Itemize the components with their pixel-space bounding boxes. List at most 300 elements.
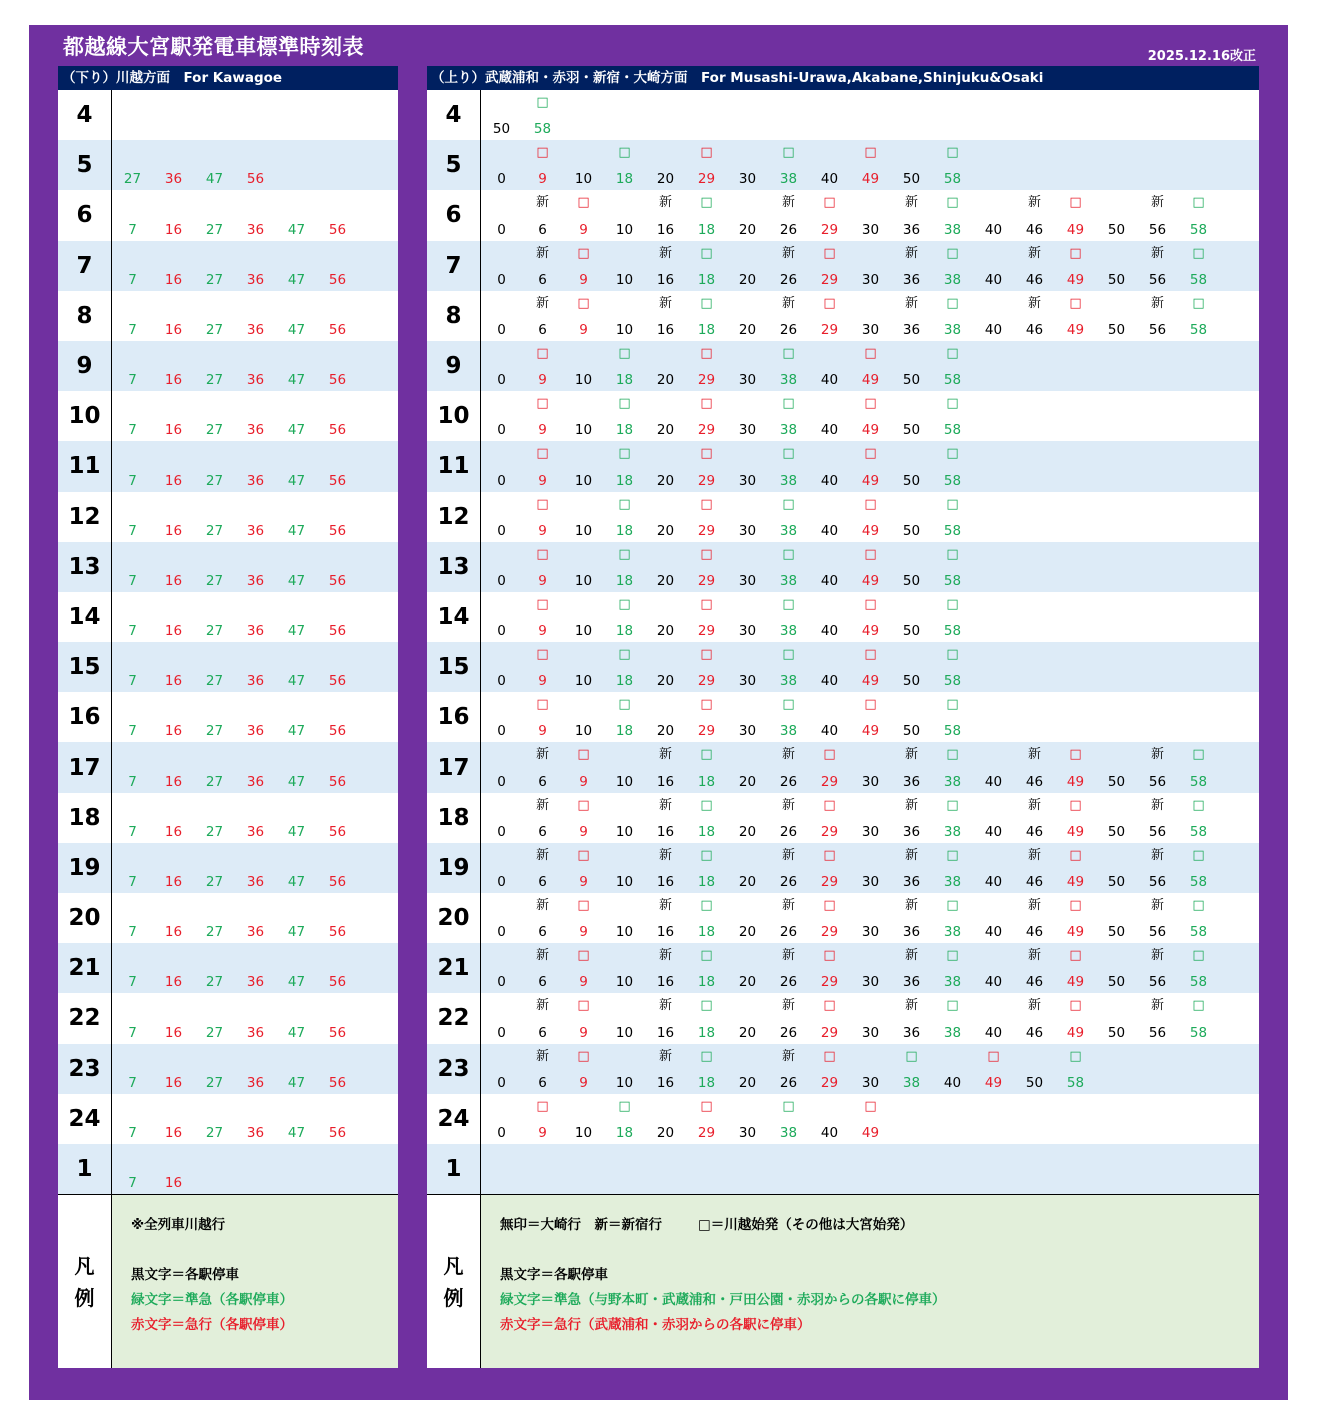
departure (112, 993, 153, 1043)
hour-row (427, 241, 1259, 291)
departures (481, 391, 1259, 441)
departure-minute: 29 (697, 522, 716, 539)
departure (317, 1094, 358, 1144)
kawagoe-origin-mark: □ (536, 647, 549, 663)
hour-row (58, 140, 398, 190)
kawagoe-origin-mark: □ (782, 647, 795, 663)
departure (1178, 742, 1219, 792)
departure-minute: 30 (738, 472, 757, 489)
departure-minute: 40 (820, 372, 839, 389)
departure (112, 190, 153, 240)
departure (645, 492, 686, 542)
departure-minute: 56 (328, 271, 347, 288)
departure (686, 843, 727, 893)
departure-minute: 0 (497, 422, 506, 439)
departure-minute: 7 (128, 1175, 137, 1192)
departure (153, 592, 194, 642)
departure (850, 1044, 891, 1094)
kawagoe-origin-mark: □ (536, 1098, 549, 1114)
departure (481, 391, 522, 441)
departure-minute: 47 (287, 823, 306, 840)
departure-minute: 18 (615, 372, 634, 389)
departure-minute: 38 (943, 221, 962, 238)
kawagoe-origin-mark: □ (946, 546, 959, 562)
departure-minute: 10 (574, 723, 593, 740)
departure-minute: 0 (497, 673, 506, 690)
departure (1137, 241, 1178, 291)
departure-minute: 47 (287, 572, 306, 589)
departure-minute: 10 (615, 974, 634, 991)
departure (276, 742, 317, 792)
departure (194, 592, 235, 642)
departure (112, 441, 153, 491)
kawagoe-origin-mark: □ (1192, 847, 1205, 863)
departure (522, 341, 563, 391)
departure-minute: 29 (697, 623, 716, 640)
departure (645, 241, 686, 291)
departure-minute: 40 (984, 823, 1003, 840)
kawagoe-origin-mark: □ (823, 747, 836, 763)
kawagoe-origin-mark: □ (577, 998, 590, 1014)
departure (850, 1094, 891, 1144)
departure (1014, 793, 1055, 843)
departure (604, 943, 645, 993)
departure-minute: 30 (738, 723, 757, 740)
shinjuku-mark: 新 (1150, 797, 1164, 813)
departure-minute: 16 (656, 773, 675, 790)
departure-minute: 9 (579, 823, 588, 840)
departure-minute: 56 (328, 974, 347, 991)
departure (932, 291, 973, 341)
departure (1014, 291, 1055, 341)
departure-minute: 0 (497, 271, 506, 288)
departure (850, 291, 891, 341)
kawagoe-origin-mark: □ (946, 496, 959, 512)
kawagoe-origin-mark: □ (946, 345, 959, 361)
departure (563, 492, 604, 542)
hour-label: 13 (427, 542, 481, 592)
departure (686, 642, 727, 692)
departure (727, 642, 768, 692)
shinjuku-mark: 新 (1027, 245, 1041, 261)
kawagoe-origin-mark: □ (782, 446, 795, 462)
departure-minute: 7 (128, 1024, 137, 1041)
departure-minute: 40 (984, 773, 1003, 790)
departure (809, 793, 850, 843)
departure (727, 893, 768, 943)
departure-minute: 36 (246, 1074, 265, 1091)
hour-row (58, 692, 398, 742)
hour-label: 19 (427, 843, 481, 893)
departure-minute: 38 (779, 522, 798, 539)
departure-minute: 46 (1025, 1024, 1044, 1041)
departure (276, 642, 317, 692)
departure-minute: 27 (205, 472, 224, 489)
departure (235, 592, 276, 642)
hour-label: 4 (58, 90, 112, 140)
departure-minute: 18 (615, 623, 634, 640)
departure-minute: 30 (861, 773, 880, 790)
shinjuku-mark: 新 (535, 898, 549, 913)
shinjuku-mark: 新 (1027, 898, 1041, 913)
departure-minute: 56 (1148, 1024, 1167, 1041)
departure (932, 893, 973, 943)
hour-row (427, 642, 1259, 692)
departure-minute: 6 (538, 924, 547, 941)
departure-minute: 27 (205, 1024, 224, 1041)
departure-minute: 38 (779, 723, 798, 740)
departure-minute: 40 (984, 924, 1003, 941)
departure-minute: 27 (205, 623, 224, 640)
departure (563, 441, 604, 491)
kawagoe-origin-mark: □ (823, 245, 836, 261)
kawagoe-origin-mark: □ (618, 345, 631, 361)
departure (112, 391, 153, 441)
hour-label: 16 (427, 692, 481, 742)
kawagoe-origin-mark: □ (864, 446, 877, 462)
departure (317, 642, 358, 692)
shinjuku-mark: 新 (1027, 948, 1041, 964)
departure-minute: 30 (861, 874, 880, 890)
departures (112, 1044, 398, 1094)
departure (686, 492, 727, 542)
departure-minute: 40 (820, 171, 839, 188)
departure (809, 893, 850, 943)
departure (563, 592, 604, 642)
departure-minute: 27 (205, 221, 224, 238)
departure (1178, 793, 1219, 843)
departure (604, 692, 645, 742)
departure-minute: 26 (779, 773, 798, 790)
departure-minute: 56 (1148, 321, 1167, 338)
departure-minute: 50 (902, 171, 921, 188)
departure (768, 592, 809, 642)
departure (727, 592, 768, 642)
departure-minute: 49 (1066, 974, 1085, 991)
departure-minute: 26 (779, 823, 798, 840)
departure-minute: 29 (820, 773, 839, 790)
departure (522, 391, 563, 441)
departure (768, 341, 809, 391)
departure (645, 943, 686, 993)
departure (891, 492, 932, 542)
kawagoe-origin-mark: □ (946, 697, 959, 713)
departure-minute: 0 (497, 372, 506, 389)
departure-minute: 27 (205, 271, 224, 288)
departure (932, 492, 973, 542)
departure-minute: 50 (1107, 823, 1126, 840)
departure-minute: 0 (497, 723, 506, 740)
departure-minute: 7 (128, 572, 137, 589)
departure-minute: 27 (205, 773, 224, 790)
departure-minute: 16 (656, 823, 675, 840)
departure-minute: 10 (574, 522, 593, 539)
departure-minute: 46 (1025, 773, 1044, 790)
departure-minute: 26 (779, 321, 798, 338)
departure-minute: 27 (205, 1124, 224, 1141)
departure-minute: 46 (1025, 823, 1044, 840)
departure-minute: 56 (1148, 924, 1167, 941)
departures (481, 1144, 1259, 1194)
departure-minute: 49 (861, 623, 880, 640)
kawagoe-origin-mark: □ (536, 446, 549, 462)
departure-minute: 30 (861, 974, 880, 991)
departure (891, 592, 932, 642)
departure (891, 943, 932, 993)
kawagoe-origin-mark: □ (700, 596, 713, 612)
departure-minute: 30 (738, 171, 757, 188)
departure (645, 843, 686, 893)
departure-minute: 18 (615, 522, 634, 539)
departure-minute: 40 (984, 874, 1003, 890)
departure (727, 391, 768, 441)
departure-minute: 49 (1066, 773, 1085, 790)
departure (481, 893, 522, 943)
departure-minute: 9 (579, 924, 588, 941)
departure (563, 793, 604, 843)
departure (809, 341, 850, 391)
kawagoe-origin-mark: □ (987, 1048, 1000, 1064)
departure-minute: 47 (287, 221, 306, 238)
departure-minute: 56 (328, 1024, 347, 1041)
departure (563, 642, 604, 692)
departure (973, 241, 1014, 291)
departure-minute: 36 (246, 723, 265, 740)
departure (522, 140, 563, 190)
departure-minute: 16 (164, 1024, 183, 1041)
departure-minute: 18 (615, 572, 634, 589)
hour-label: 12 (58, 492, 112, 542)
departure (645, 642, 686, 692)
departure (481, 993, 522, 1043)
departure-minute: 56 (328, 874, 347, 890)
departure (317, 742, 358, 792)
departure-minute: 50 (1025, 1074, 1044, 1091)
departures (481, 341, 1259, 391)
departure (768, 793, 809, 843)
hour-row (58, 190, 398, 240)
departure-minute: 40 (943, 1074, 962, 1091)
departure-minute: 10 (574, 1124, 593, 1141)
departure (891, 692, 932, 742)
departures (112, 692, 398, 742)
departure-minute: 38 (779, 171, 798, 188)
departure-minute: 47 (287, 723, 306, 740)
shinjuku-mark: 新 (904, 195, 918, 211)
shinjuku-mark: 新 (1027, 847, 1041, 863)
hour-label: 18 (427, 793, 481, 843)
departure (153, 993, 194, 1043)
departure-minute: 38 (943, 924, 962, 941)
departure-minute: 27 (205, 673, 224, 690)
legend-line (500, 1288, 1249, 1313)
departure (686, 893, 727, 943)
kawagoe-origin-mark: □ (700, 446, 713, 462)
departure-minute: 27 (205, 1074, 224, 1091)
departure (276, 241, 317, 291)
hour-row (427, 742, 1259, 792)
departure (809, 1094, 850, 1144)
departures (481, 742, 1259, 792)
departure (932, 140, 973, 190)
kawagoe-origin-mark: □ (946, 847, 959, 863)
shinjuku-mark: 新 (904, 797, 918, 813)
departure-minute: 16 (656, 924, 675, 941)
departure-minute: 50 (902, 422, 921, 439)
departure-minute: 36 (246, 924, 265, 941)
departure-minute: 6 (538, 221, 547, 238)
hour-label: 5 (427, 140, 481, 190)
departure-minute: 29 (697, 723, 716, 740)
departure (1055, 793, 1096, 843)
departure-minute: 7 (128, 874, 137, 890)
departure (563, 742, 604, 792)
departure (932, 592, 973, 642)
kawagoe-origin-mark: □ (700, 948, 713, 964)
departure-minute: 56 (328, 472, 347, 489)
departure-minute: 7 (128, 1124, 137, 1141)
departure-minute: 16 (164, 823, 183, 840)
departure-minute: 9 (538, 723, 547, 740)
hour-row (58, 441, 398, 491)
departure-minute: 49 (861, 472, 880, 489)
departure (276, 492, 317, 542)
departure-minute: 56 (246, 171, 265, 188)
departures (481, 1044, 1259, 1094)
departure (153, 542, 194, 592)
departure (481, 592, 522, 642)
hour-row (427, 190, 1259, 240)
departure (194, 1044, 235, 1094)
departure (563, 1044, 604, 1094)
departure-minute: 7 (128, 472, 137, 489)
departure-minute: 49 (861, 723, 880, 740)
departure (604, 742, 645, 792)
shinjuku-mark: 新 (535, 245, 549, 261)
kawagoe-origin-mark: □ (700, 898, 713, 913)
departure (973, 190, 1014, 240)
departure (112, 893, 153, 943)
departure (727, 341, 768, 391)
departure (112, 1044, 153, 1094)
departure-minute: 7 (128, 673, 137, 690)
departure-minute: 9 (538, 673, 547, 690)
departure-minute: 18 (697, 321, 716, 338)
shinjuku-mark: 新 (658, 747, 672, 763)
departure-minute: 27 (205, 823, 224, 840)
kawagoe-origin-mark: □ (536, 546, 549, 562)
departure-minute: 9 (538, 522, 547, 539)
departure (973, 943, 1014, 993)
departure-minute: 16 (164, 874, 183, 890)
hour-row (58, 793, 398, 843)
departures (112, 793, 398, 843)
kawagoe-origin-mark: □ (577, 295, 590, 311)
departure (276, 793, 317, 843)
kawagoe-origin-mark: □ (618, 446, 631, 462)
departure-minute: 56 (1148, 823, 1167, 840)
departure (932, 943, 973, 993)
departure-minute: 7 (128, 522, 137, 539)
departure-minute: 20 (656, 1124, 675, 1141)
kawagoe-origin-mark: □ (1192, 797, 1205, 813)
departure (604, 642, 645, 692)
hour-label: 16 (58, 692, 112, 742)
departure-minute: 30 (861, 271, 880, 288)
departure (932, 391, 973, 441)
departure-minute: 36 (902, 974, 921, 991)
departure (481, 90, 522, 140)
hour-row (427, 441, 1259, 491)
departure (645, 140, 686, 190)
departure (850, 140, 891, 190)
departure-minute: 30 (861, 1024, 880, 1041)
departure (891, 341, 932, 391)
departure (850, 492, 891, 542)
departure (522, 642, 563, 692)
kawagoe-origin-mark: □ (1192, 998, 1205, 1014)
departure (768, 492, 809, 542)
departure (1014, 993, 1055, 1043)
departure (727, 742, 768, 792)
departure (235, 793, 276, 843)
departure-minute: 47 (287, 623, 306, 640)
departure (1178, 241, 1219, 291)
departure (235, 341, 276, 391)
legend-label (58, 1195, 112, 1368)
departure-minute: 36 (246, 221, 265, 238)
departure (686, 542, 727, 592)
departure (850, 441, 891, 491)
departure (850, 341, 891, 391)
departure-minute: 6 (538, 321, 547, 338)
departure-minute: 0 (497, 522, 506, 539)
departure-minute: 0 (497, 773, 506, 790)
departures (481, 291, 1259, 341)
departure-minute: 10 (615, 1024, 634, 1041)
departure (891, 241, 932, 291)
departure (727, 140, 768, 190)
departure-minute: 0 (497, 472, 506, 489)
departure (768, 1094, 809, 1144)
departure (1014, 241, 1055, 291)
departure (276, 1044, 317, 1094)
departure (727, 943, 768, 993)
departure (809, 1044, 850, 1094)
departure (522, 1094, 563, 1144)
kawagoe-origin-mark: □ (700, 747, 713, 763)
shinjuku-mark: 新 (1027, 747, 1041, 763)
shinjuku-mark: 新 (1150, 948, 1164, 964)
departure (1055, 190, 1096, 240)
departure (522, 492, 563, 542)
departure-minute: 49 (1066, 924, 1085, 941)
hour-label: 20 (427, 893, 481, 943)
kawagoe-origin-mark: □ (864, 145, 877, 161)
shinjuku-mark: 新 (1150, 847, 1164, 863)
shinjuku-mark: 新 (1027, 195, 1041, 211)
departure (891, 893, 932, 943)
kawagoe-origin-mark: □ (823, 295, 836, 311)
departure (727, 1044, 768, 1094)
hour-row (427, 1094, 1259, 1144)
departure-minute: 10 (615, 1074, 634, 1091)
hour-label: 14 (58, 592, 112, 642)
departure (112, 943, 153, 993)
hour-label: 21 (427, 943, 481, 993)
departure-minute: 36 (246, 372, 265, 389)
departure-minute: 58 (1189, 874, 1208, 890)
